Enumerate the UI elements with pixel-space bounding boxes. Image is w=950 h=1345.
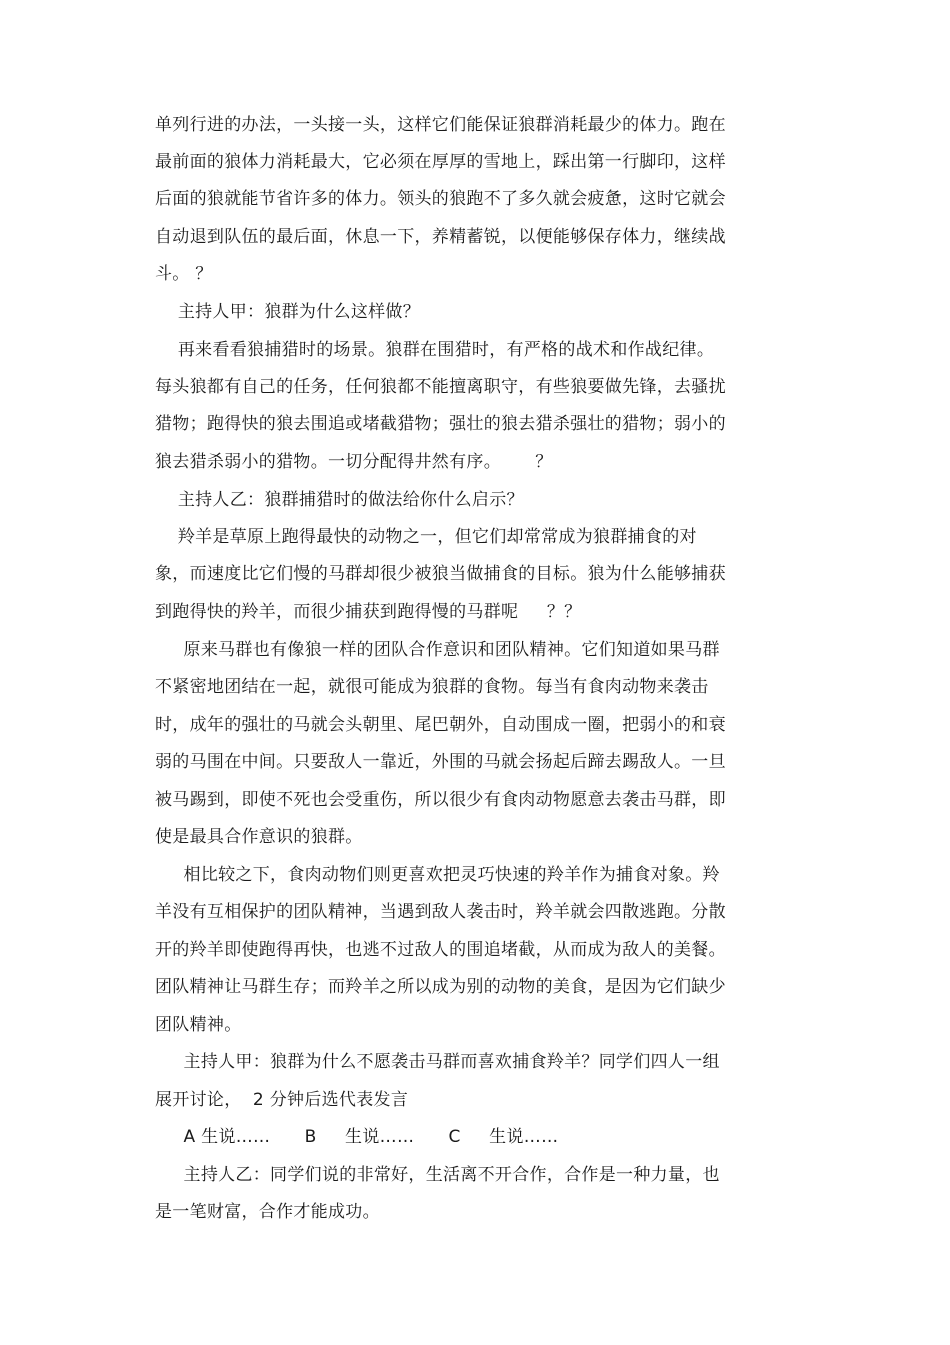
text-line: 斗。 ？ — [155, 264, 213, 284]
text-line: 后面的狼就能节省许多的体力。领头的狼跑不了多久就会疲惫，这时它就会 — [155, 189, 726, 209]
text-line: 狼去猎杀弱小的猎物。一切分配得井然有序。 ？ — [155, 452, 553, 472]
text-line: 到跑得快的羚羊，而很少捕获到跑得慢的马群呢 ？？ — [155, 602, 582, 622]
speaker-line: 主持人乙：同学们说的非常好，生活离不开合作，合作是一种力量，也 — [155, 1165, 720, 1185]
text-line: 使是最具合作意识的狼群。 — [155, 827, 363, 847]
text-line: 再来看看狼捕猎时的场景。狼群在围猎时，有严格的战术和作战纪律。 — [155, 340, 715, 360]
text-line: 弱的马围在中间。只要敌人一靠近，外围的马就会扬起后蹄去踢敌人。一旦 — [155, 752, 726, 772]
speaker-line: 主持人甲：狼群为什么这样做？ — [155, 302, 421, 322]
text-line: 相比较之下，食肉动物们则更喜欢把灵巧快速的羚羊作为捕食对象。羚 — [155, 865, 720, 885]
text-line: 是一笔财富，合作才能成功。 — [155, 1202, 380, 1222]
text-line: 时，成年的强壮的马就会头朝里、尾巴朝外，自动围成一圈，把弱小的和衰 — [155, 715, 726, 735]
text-line: 羊没有互相保护的团队精神，当遇到敌人袭击时，羚羊就会四散逃跑。分散 — [155, 902, 726, 922]
text-line: 自动退到队伍的最后面，休息一下，养精蓄锐，以便能够保存体力，继续战 — [155, 227, 726, 247]
text-line: 每头狼都有自己的任务，任何狼都不能擅离职守，有些狼要做先锋，去骚扰 — [155, 377, 726, 397]
speaker-line: 主持人乙：狼群捕猎时的做法给你什么启示？ — [155, 490, 524, 510]
text-line: 猎物；跑得快的狼去围追或堵截猎物；强壮的狼去猎杀强壮的猎物；弱小的 — [155, 414, 726, 434]
text-line: 展开讨论， 2 分钟后选代表发言 — [155, 1090, 409, 1110]
text-line: 象，而速度比它们慢的马群却很少被狼当做捕食的目标。狼为什么能够捕获 — [155, 564, 726, 584]
text-line: 被马踢到，即使不死也会受重伤，所以很少有食肉动物愿意去袭击马群，即 — [155, 790, 726, 810]
text-line: A 生说…… B 生说…… C 生说…… — [155, 1127, 559, 1147]
text-line: 开的羚羊即使跑得再快，也逃不过敌人的围追堵截，从而成为敌人的美餐。 — [155, 940, 726, 960]
text-line: 羚羊是草原上跑得最快的动物之一，但它们却常常成为狼群捕食的对 — [155, 527, 697, 547]
text-line: 单列行进的办法，一头接一头，这样它们能保证狼群消耗最少的体力。跑在 — [155, 115, 726, 135]
text-line: 最前面的狼体力消耗最大，它必须在厚厚的雪地上，踩出第一行脚印，这样 — [155, 152, 726, 172]
text-line: 不紧密地团结在一起，就很可能成为狼群的食物。每当有食肉动物来袭击 — [155, 677, 709, 697]
text-line: 团队精神让马群生存；而羚羊之所以成为别的动物的美食，是因为它们缺少 — [155, 977, 726, 997]
speaker-line: 主持人甲：狼群为什么不愿袭击马群而喜欢捕食羚羊？同学们四人一组 — [155, 1052, 720, 1072]
text-line: 团队精神。 — [155, 1015, 242, 1035]
text-line: 原来马群也有像狼一样的团队合作意识和团队精神。它们知道如果马群 — [155, 640, 720, 660]
